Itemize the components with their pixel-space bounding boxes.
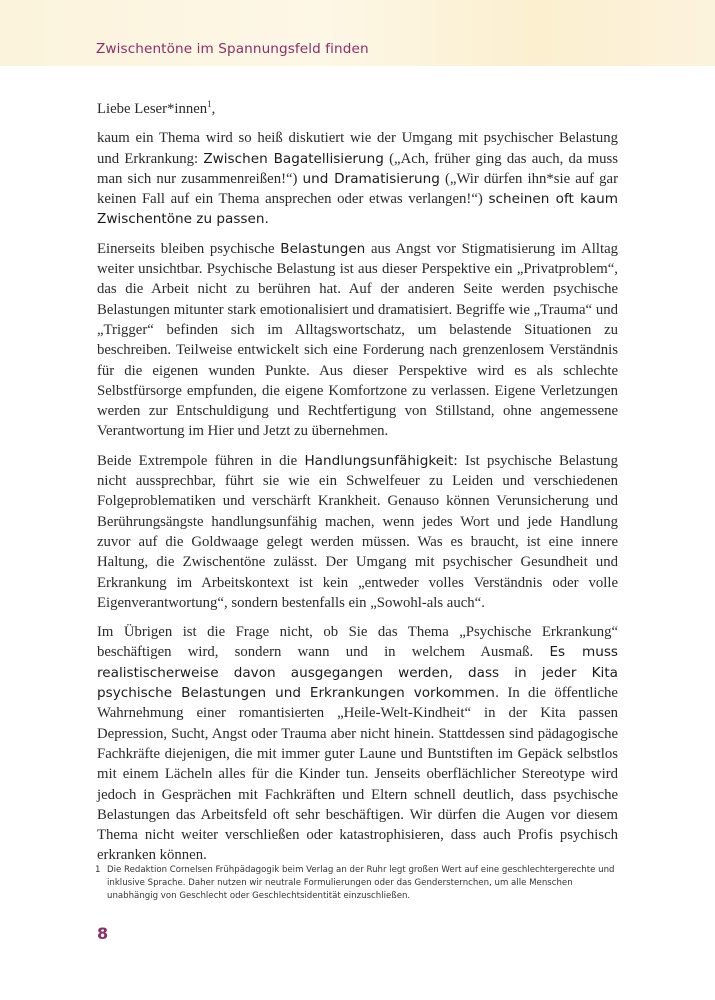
text-run: In die öffentliche Wahrnehmung einer romantisierten „Heile-Welt-Kindheit“ in der Kita passen Depression, Sucht, Angst oder Trauma aber nicht hinein. Stattdessen sind pädagogische Fachkräfte diejenigen, die mit immer guter Laune und Buntstiften im Gepäck selbstlos mit einem Lächeln alles für die Kinder tun. Jenseits oberflächlicher Stereotype wird jedoch in Gesprächen mit Fachkräften und Eltern schnell deutlich, dass psychische Belastungen das Arbeitsfeld oft sehr beschäftigen. Wir dürfen die Augen vor diesem Thema nicht weiter verschließen oder katastrophisieren, dass auch Profis psychisch erkranken können. <box>97 685 618 864</box>
footnote-ref[interactable]: 1 <box>207 99 212 110</box>
text-run: („Wir dürfen ihn*sie auf gar keinen Fall auf ein Thema ansprechen oder etwas verlangen!“) <box>97 170 618 208</box>
salutation <box>97 99 618 119</box>
highlighted-phrase: Handlungsunfähigkeit: <box>304 452 458 469</box>
salutation-text: Liebe Leser*innen <box>97 101 208 117</box>
text-run: Beide Extrempole führen in die <box>97 452 305 469</box>
highlighted-phrase: Zwischen Bagatellisierung <box>203 150 384 167</box>
highlighted-phrase: Belastungen <box>280 240 366 257</box>
highlighted-phrase: und Dramatisierung <box>302 170 440 187</box>
text-run: („Ach, früher ging das auch, da muss man sich nur zusammenreißen!“) <box>97 150 618 187</box>
paragraphs <box>97 128 618 865</box>
text-run: kaum ein Thema wird so heiß diskutiert wie der Umgang mit psychischer Belastung und Erkrankung: <box>97 130 618 167</box>
footnote-mark: 1 <box>95 865 101 875</box>
running-header: Zwischentöne im Spannungsfeld finden <box>96 41 369 57</box>
text-run: Im Übrigen ist die Frage nicht, ob Sie das Thema „Psychische Erkrankung“ beschäftigen wird, sondern wann und in welchem Ausmaß. <box>97 624 618 661</box>
footnote <box>97 864 617 903</box>
footnote-text: Die Redaktion Cornelsen Frühpädagogik beim Verlag an der Ruhr legt großen Wert auf eine geschlechtergerechte und inklusive Sprache. Daher nutzen wir neutrale Formulierungen oder das Gendersternchen, um alle Menschen unabhängig von Geschlecht oder Geschlechtsidentität einzuschließen. <box>107 865 615 901</box>
text-run: Einerseits bleiben psychische <box>97 240 281 257</box>
text-run: aus Angst vor Stigmatisierung im Alltag weiter unsichtbar. Psychische Belastung ist aus dieser Perspektive ein „Privatproblem“, das die Arbeit nicht zu berühren hat. Auf der anderen Seite werden psychische Belastungen mitunter stark emotionalisiert und dramatisiert. Begriffe wie „Trauma“ und „Trigger“ befinden sich im Alltagswortschatz, um belastende Situationen zu beschreiben. Teilweise entwickelt sich eine Forderung nach grenzenlosem Verständnis für die eigenen wunden Punkte. Aus dieser Perspektive wird es als schlechte Selbstfürsorge empfunden, die eigene Komfortzone zu verlassen. Eigene Verletzungen werden zur Entschuldigung und Rechtfertigung von Stillstand, ohne angemessene Verantwortung im Hier und Jetzt zu übernehmen. <box>97 240 618 440</box>
highlighted-phrase: scheinen oft kaum Zwischentöne zu passen. <box>97 191 618 228</box>
paragraph-3 <box>97 451 618 613</box>
salutation-tail: , <box>211 101 216 117</box>
page-number: 8 <box>97 924 109 943</box>
paragraph-4 <box>97 622 618 866</box>
body-text <box>97 99 618 875</box>
text-run: Ist psychische Belastung nicht aussprechbar, führt sie wie ein Schwelfeuer zu Leiden und verschiedenen Folgeproblematiken und verschärft Krankheit. Genauso können Verunsicherung und Berührungsängste handlungsunfähig machen, wenn jedes Wort und jede Handlung zuvor auf die Goldwaage gelegt werden müssen. Was es braucht, ist eine innere Haltung, die Zwischentöne zulässt. Der Umgang mit psychischer Gesundheit und Erkrankung im Arbeitskontext ist kein „entweder volles Verständnis oder volle Eigenverantwortung“, sondern bestenfalls ein „Sowohl-als auch“. <box>97 452 618 611</box>
paragraph-2 <box>97 239 618 442</box>
paragraph-1 <box>97 128 618 229</box>
highlighted-phrase: Es muss realistischerweise davon ausgegangen werden, dass in jeder Kita psychische Belastungen und Erkrankungen vorkommen. <box>97 644 619 702</box>
